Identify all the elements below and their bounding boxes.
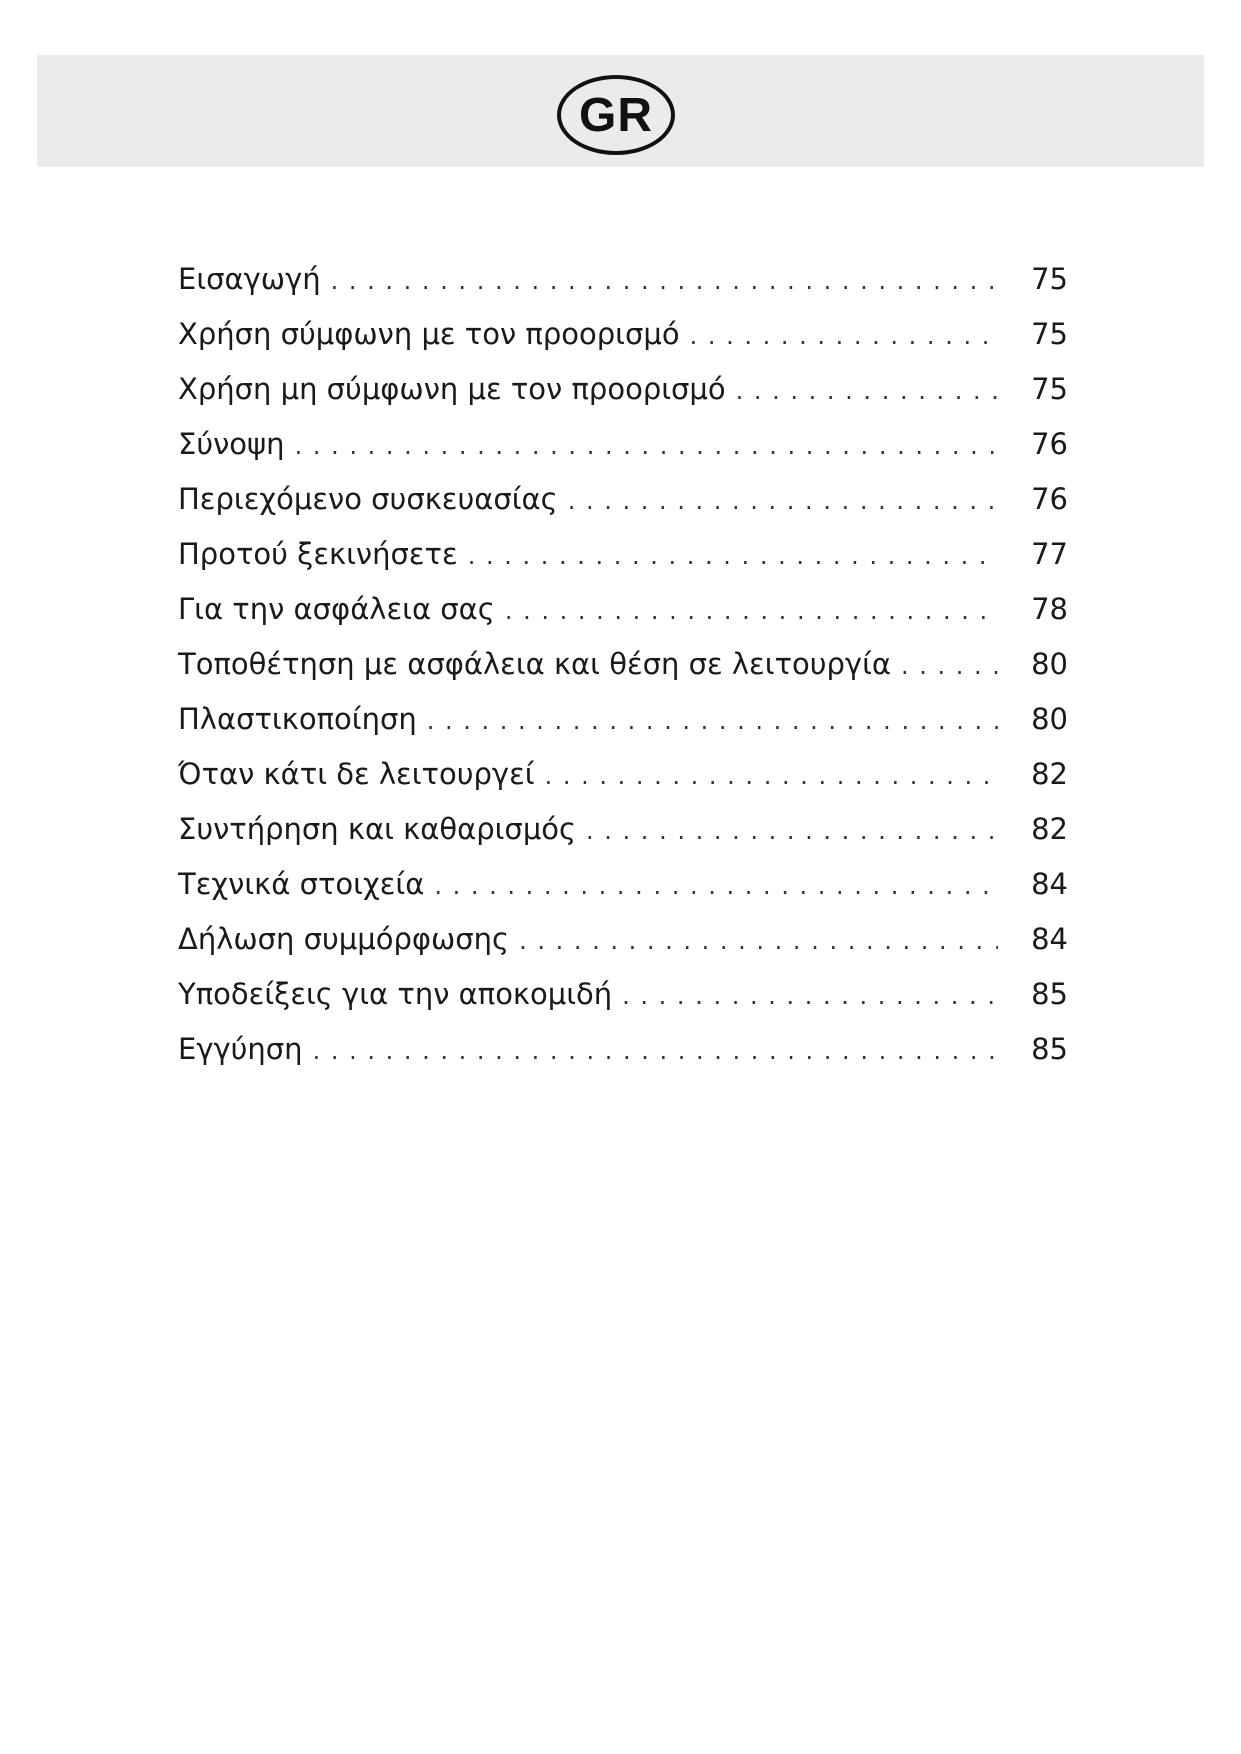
toc-entry[interactable]	[178, 362, 1068, 417]
toc-entry[interactable]	[178, 802, 1068, 857]
toc-entry[interactable]	[178, 472, 1068, 527]
toc-entry-title: Σύνοψη	[178, 427, 285, 461]
toc-entry-title: Συντήρηση και καθαρισμός	[178, 812, 577, 846]
toc-entry[interactable]	[178, 307, 1068, 362]
toc-entry[interactable]	[178, 857, 1068, 912]
toc-entry[interactable]	[178, 692, 1068, 747]
toc-entry-title: Πλαστικοποίηση	[178, 702, 417, 736]
toc-entry-title: Υποδείξεις για την αποκομιδή	[178, 977, 613, 1011]
toc-entry-page: 82	[1031, 812, 1068, 846]
toc-dot-leader	[331, 254, 998, 309]
toc-dot-leader	[901, 639, 998, 694]
toc-entry-title: Τοποθέτηση με ασφάλεια και θέση σε λειτουργία	[178, 647, 892, 681]
toc-entry-title: Για την ασφάλεια σας	[178, 592, 495, 626]
toc-dot-leader	[295, 419, 998, 474]
toc-entry-page: 84	[1031, 922, 1068, 956]
toc-entry[interactable]	[178, 252, 1068, 307]
toc-dot-leader	[736, 364, 998, 419]
toc-dot-leader	[690, 309, 998, 364]
toc-entry-page: 80	[1031, 647, 1068, 681]
toc-entry-title: Περιεχόμενο συσκευασίας	[178, 482, 558, 516]
toc-dot-leader	[313, 1024, 998, 1079]
toc-entry-page: 75	[1031, 262, 1068, 296]
toc-entry-title: Εγγύηση	[178, 1032, 303, 1066]
toc-entry-page: 85	[1031, 1032, 1068, 1066]
toc-dot-leader	[586, 804, 998, 859]
toc-dot-leader	[468, 529, 998, 584]
country-code-badge: GR	[557, 75, 675, 155]
toc-entry-title: Όταν κάτι δε λειτουργεί	[178, 757, 535, 791]
toc-entry-page: 77	[1031, 537, 1068, 571]
toc-entry-page: 76	[1031, 482, 1068, 516]
toc-entry[interactable]	[178, 637, 1068, 692]
toc-dot-leader	[519, 914, 998, 969]
table-of-contents	[178, 252, 1068, 1077]
toc-dot-leader	[434, 859, 998, 914]
toc-dot-leader	[545, 749, 998, 804]
toc-dot-leader	[568, 474, 998, 529]
toc-entry-title: Εισαγωγή	[178, 262, 321, 296]
toc-entry-title: Δήλωση συμμόρφωσης	[178, 922, 510, 956]
toc-entry[interactable]	[178, 967, 1068, 1022]
toc-entry[interactable]	[178, 747, 1068, 802]
toc-entry-title: Χρήση σύμφωνη με τον προορισμό	[178, 317, 680, 351]
toc-entry-title: Χρήση μη σύμφωνη με τον προορισμό	[178, 372, 726, 406]
toc-entry-page: 84	[1031, 867, 1068, 901]
toc-entry[interactable]	[178, 1022, 1068, 1077]
toc-entry[interactable]	[178, 417, 1068, 472]
toc-entry-page: 80	[1031, 702, 1068, 736]
toc-entry[interactable]	[178, 527, 1068, 582]
toc-entry-title: Προτού ξεκινήσετε	[178, 537, 458, 571]
toc-dot-leader	[427, 694, 998, 749]
toc-dot-leader	[622, 969, 998, 1024]
toc-entry-title: Τεχνικά στοιχεία	[178, 867, 425, 901]
toc-entry-page: 75	[1031, 372, 1068, 406]
toc-entry[interactable]	[178, 582, 1068, 637]
toc-entry[interactable]	[178, 912, 1068, 967]
toc-entry-page: 85	[1031, 977, 1068, 1011]
toc-dot-leader	[505, 584, 998, 639]
toc-entry-page: 82	[1031, 757, 1068, 791]
toc-entry-page: 76	[1031, 427, 1068, 461]
toc-entry-page: 75	[1031, 317, 1068, 351]
toc-entry-page: 78	[1031, 592, 1068, 626]
